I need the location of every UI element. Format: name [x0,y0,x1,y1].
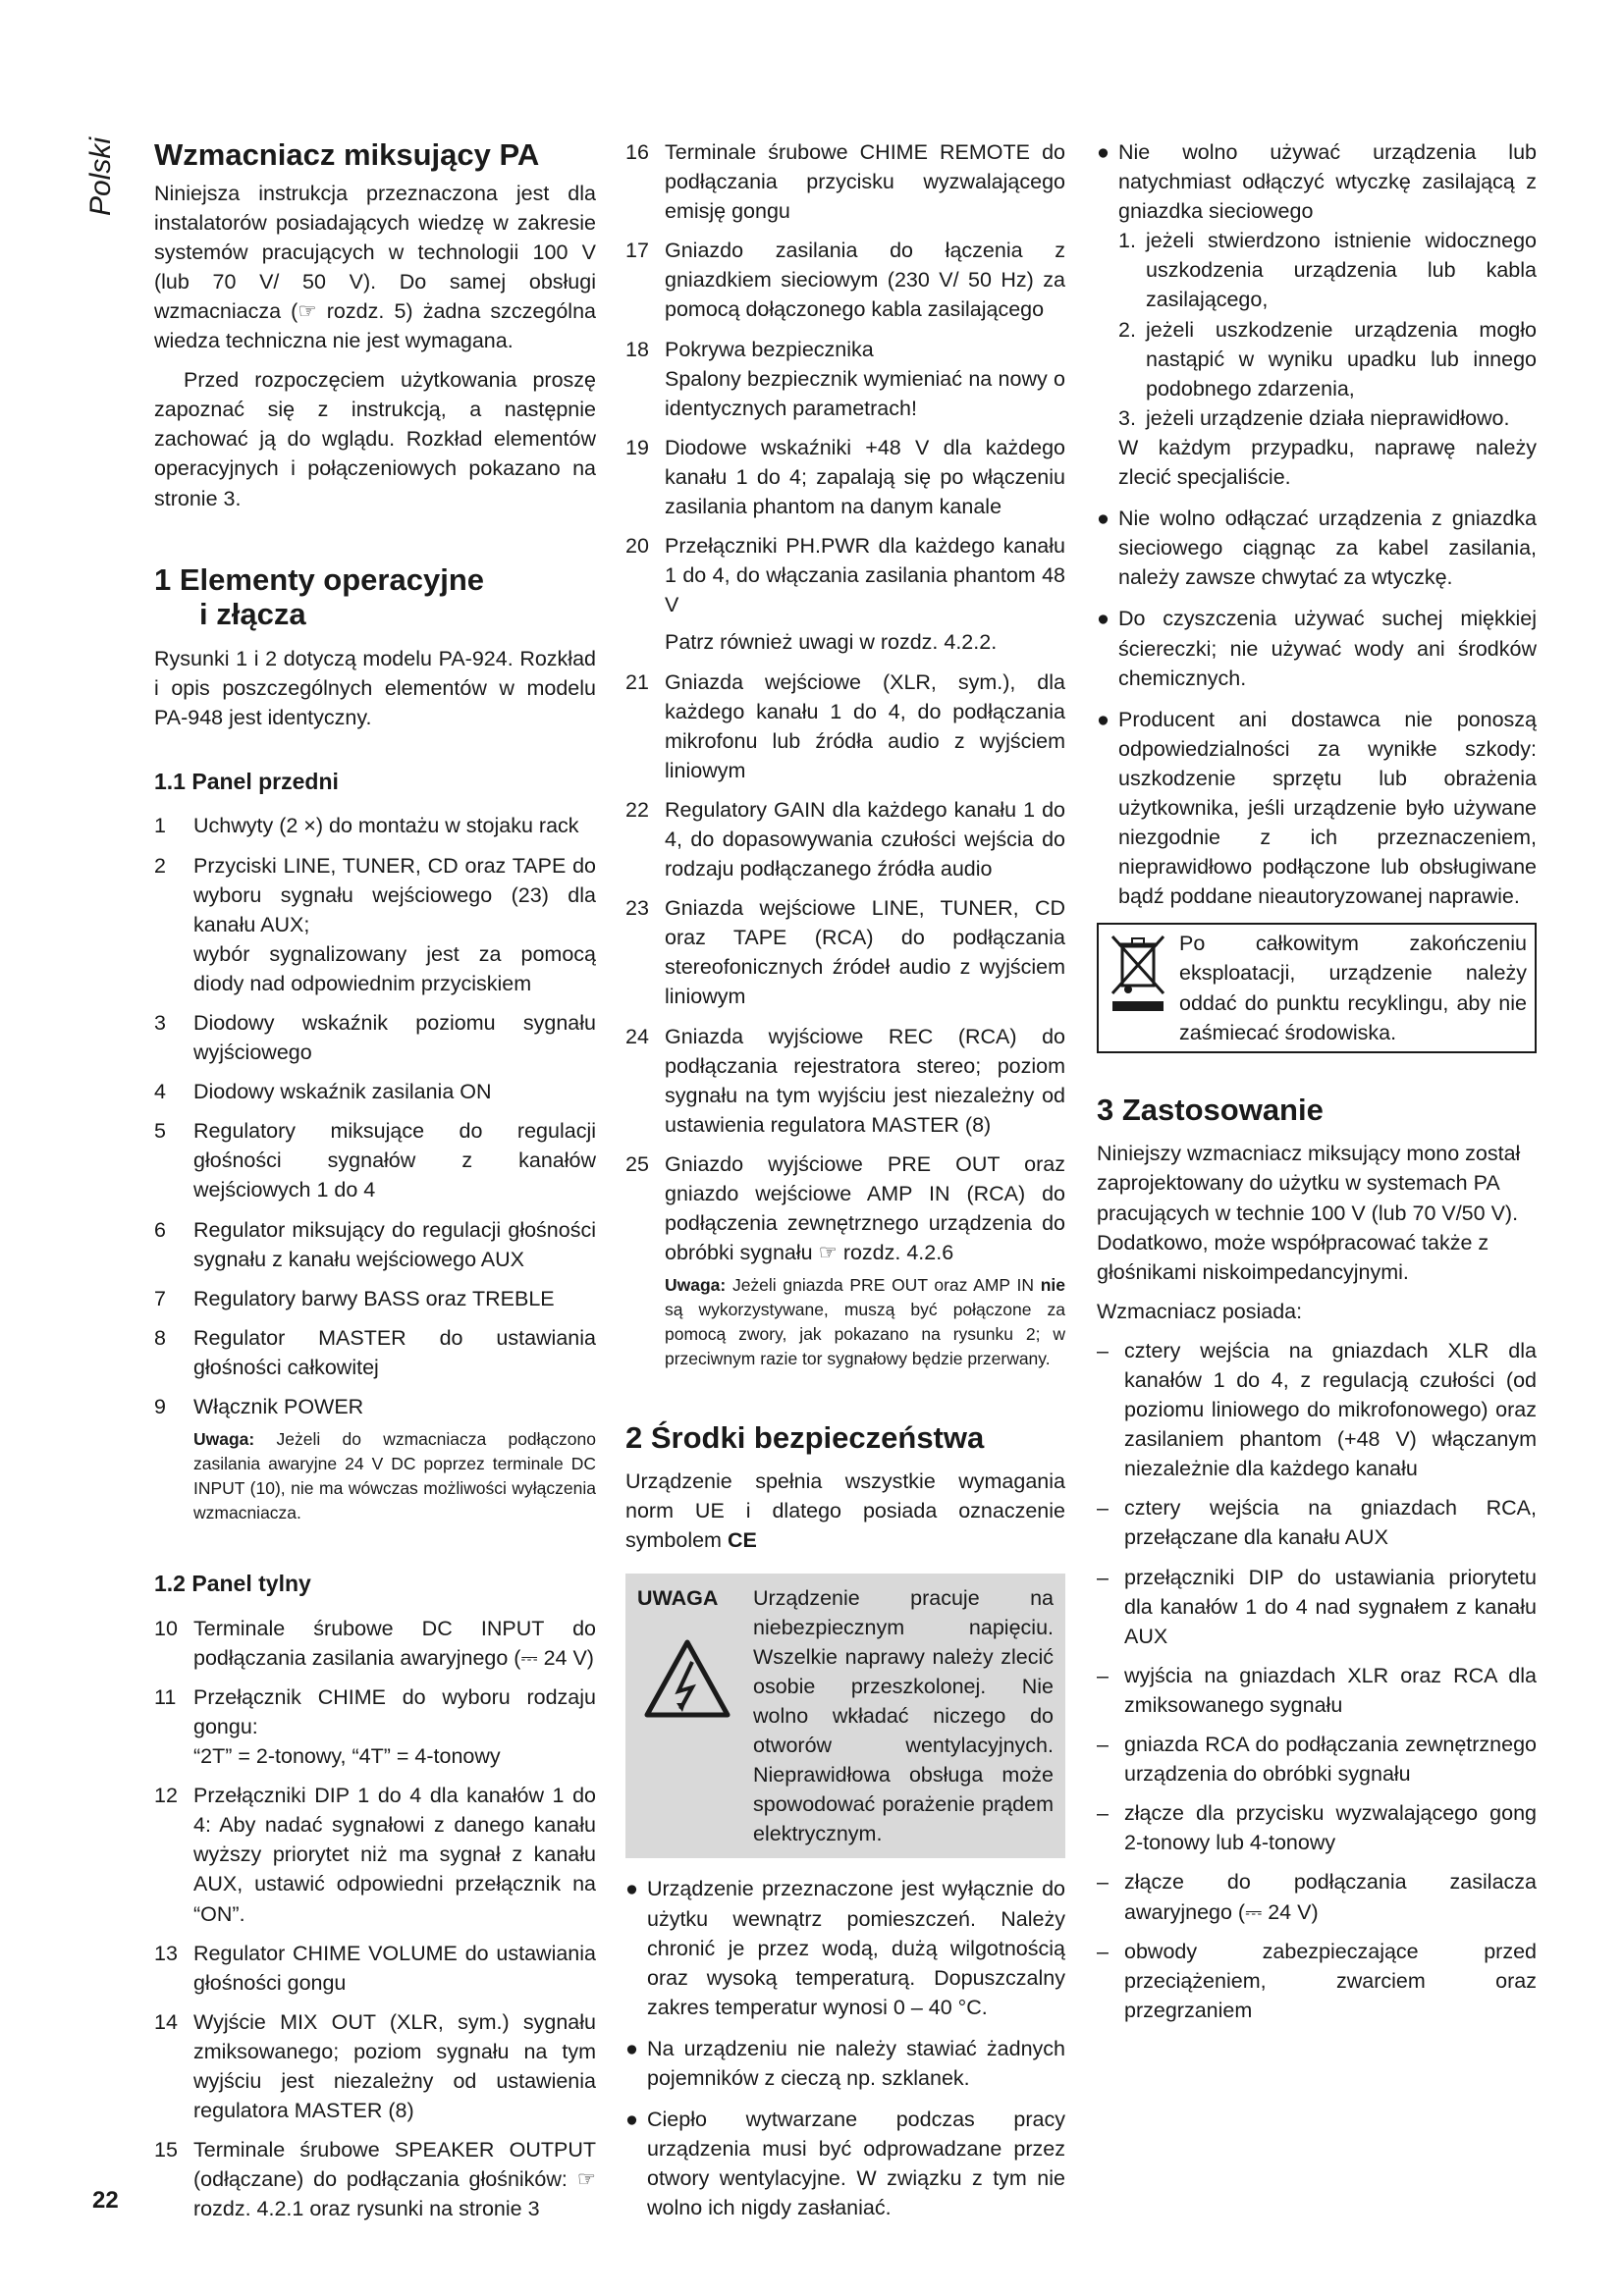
list-item: 23 Gniazda wejściowe LINE, TUNER, CD oraz TAPE (RCA) do podłączania stereofonicznych źródeł audio z wyjściem liniowym [625,896,1065,1009]
language-tab: Polski [84,137,117,217]
feature-item: – obwody zabezpieczające przed przeciążeniem, zwarciem oraz przegrzaniem [1097,1939,1537,2022]
list-item: 12 Przełączniki DIP 1 do 4 dla kanałów 1 do 4: Aby nadać sygnałowi z danego kanału wyższy priorytet niż ma sygnał z kanału AUX, ustawić odpowiedni przełącznik na “ON”. [154,1784,596,1926]
sub-item: 1. jeżeli stwierdzono istnienie widocznego uszkodzenia urządzenia lub kabla zasilającego, [1118,229,1537,312]
list-item: 6 Regulator miksujący do regulacji głośności sygnału z kanału wejściowego AUX [154,1217,596,1271]
section-3-intro: Wzmacniacz posiada: [1097,1299,1303,1323]
section-1-heading: 1 Elementy operacyjne i złącza [154,561,484,632]
feature-item: – cztery wejścia na gniazdach XLR dla kanałów 1 do 4, z regulacją czułości (od poziomu liniowego do mikrofonowego) oraz zasilaniem phantom (+48 V) włączanym niezależnie dla każdego kanału [1097,1338,1537,1481]
feature-item: – złącze do podłączania zasilacza awaryjnego (⎓ 24 V) [1097,1870,1537,1924]
ce-mark: CE [727,1528,757,1553]
sub-item: 3. jeżeli urządzenie działa nieprawidłowo. [1118,405,1510,430]
page-number: 22 [92,2187,119,2214]
feature-item: – gniazda RCA do podłączania zewnętrznego urządzenia do obróbki sygnału [1097,1733,1537,1787]
column-3 [1097,137,1537,2035]
intro-paragraph-2: Przed rozpoczęciem użytkowania proszę zapoznać się z instrukcją, a następnie zachować ją do wglądu. Rozkład elementów operacyjnych i połączeniowych pokazano na stronie 3. [154,368,596,510]
list-item: 4 Diodowy wskaźnik zasilania ON [154,1080,492,1104]
section-1-2-heading: 1.2 Panel tylny [154,1571,311,1597]
warning-text: Urządzenie pracuje na niebezpiecznym napięciu. Wszelkie naprawy należy zlecić osobie przeszkolonej. Nie wolno wkładać niczego do otworów wentylacyjnych. Nieprawidłowa obsługa może spowodować porażenie prądem elektrycznym. [753,1585,1054,1846]
bullet-item: ● Nie wolno odłączać urządzenia z gniazdka sieciowego ciągnąc za kabel zasilania, należy zawsze chwytać za wtyczkę. [1097,507,1537,590]
bullet-item: ● Producent ani dostawca nie ponoszą odpowiedzialności za wynikłe szkody: uszkodzenie sprzętu lub obrażenia użytkownika, jeśli urządzenie było używane niezgodnie z ich przeznaczeniem, nieprawidłowo podłączone lub obsługiwane bądź poddane nieautoryzowanej naprawie. [1097,707,1537,909]
list-item: 13 Regulator CHIME VOLUME do ustawiania głośności gongu [154,1941,596,1995]
feature-item: – złącze dla przycisku wyzwalającego gong 2-tonowy lub 4-tonowy [1097,1801,1537,1855]
list-item: 2 Przyciski LINE, TUNER, CD oraz TAPE do wyboru sygnału wejściowego (23) dla kanału AUX; wybór sygnalizowany jest za pomocą diody nad odpowiednim przyciskiem [154,853,596,995]
column-2 [625,137,1065,2234]
section-2-text: Urządzenie spełnia wszystkie wymagania norm UE i dlatego posiada oznaczenie symbolem CE [625,1469,1065,1553]
bullet-item: ● Na urządzeniu nie należy stawiać żadnych pojemników z cieczą np. szklanek. [625,2036,1065,2090]
bullet-item: ● Do czyszczenia używać suchej miękkiej ściereczki; nie używać wody ani środków chemicznych. [1097,607,1537,690]
list-item: 10 Terminale śrubowe DC INPUT do podłączania zasilania awaryjnego (⎓ 24 V) [154,1616,596,1670]
section-1-1-heading: 1.1 Panel przedni [154,769,339,795]
warning-label: UWAGA [637,1585,719,1610]
bullet-item: ● Urządzenie przeznaczone jest wyłącznie do użytku wewnątrz pomieszczeń. Należy chronić je przez wodą, dużą wilgotnością oraz wysoką temperaturą. Dopuszczalny zakres temperatur wynosi 0 – 40 °C. [625,1877,1065,2019]
list-item: 1 Uchwyty (2 ×) do montażu w stojaku rack [154,814,579,838]
recycling-notice [1097,923,1537,1052]
list-item: 5 Regulatory miksujące do regulacji głośności sygnałów z kanałów wejściowych 1 do 4 [154,1119,596,1202]
list-item: 24 Gniazda wyjściowe REC (RCA) do podłączania rejestratora stereo; poziom sygnału na tym wyjściu jest niezależny od ustawienia regulatora MASTER (8) [625,1024,1065,1137]
list-item: 17 Gniazdo zasilania do łączenia z gniazdkiem sieciowym (230 V/ 50 Hz) za pomocą dołączonego kabla zasilającego [625,239,1065,322]
bullet-item: ● Nie wolno używać urządzenia lub natychmiast odłączyć wtyczkę zasilającą z gniazdka sieciowego 1. jeżeli stwierdzono istnienie widocznego uszkodzenia urządzenia lub kabla zasilającego, 2. jeżeli uszkodzenie urządzenia mogło nastąpić w wyniku upadku lub innego podobnego zdarzenia, 3. jeżeli urządzenie działa nieprawidłowo. W każdym przypadku, naprawę należy zlecić specjaliście. [1097,140,1537,490]
list-item: 25 Gniazdo wyjściowe PRE OUT oraz gniazdo wejściowe AMP IN (RCA) do podłączenia zewnętrznego urządzenia do obróbki sygnału ☞ rozdz. 4.2.6 Uwaga: Jeżeli gniazda PRE OUT oraz AMP IN nie są wykorzystywane, muszą być połączone za pomocą zwory, jak pokazano na rysunku 2; w przeciwnym razie tor sygnałowy będzie przerwany. [625,1149,1065,1381]
list-item: 3 Diodowy wskaźnik poziomu sygnału wyjściowego [154,1010,596,1065]
section-2-heading: 2 Środki bezpieczeństwa [625,1419,985,1455]
recycling-text: Po całkowitym zakończeniu eksploatacji, urządzenie należy oddać do punktu recyklingu, aby nie zaśmiecać środowiska. [1179,932,1527,1044]
list-item: 18 Pokrywa bezpiecznika Spalony bezpiecznik wymieniać na nowy o identycznych parametrach! [625,337,1065,420]
list-item: 16 Terminale śrubowe CHIME REMOTE do podłączania przycisku wyzwalającego emisję gongu [625,140,1065,224]
list-item: 15 Terminale śrubowe SPEAKER OUTPUT (odłączane) do podłączania głośników: ☞ rozdz. 4.2.1 oraz rysunki na stronie 3 [154,2138,596,2221]
note: Uwaga: Jeżeli do wzmacniacza podłączono zasilania awaryjne 24 V DC poprzez terminale DC INPUT (10), nie ma wówczas możliwości wyłączenia wzmacniacza. [193,1429,596,1522]
note: Uwaga: Jeżeli gniazda PRE OUT oraz AMP IN nie są wykorzystywane, muszą być połączone za pomocą zwory, jak pokazano na rysunku 2; w przeciwnym razie tor sygnałowy będzie przerwany. [665,1275,1065,1368]
list-item: 7 Regulatory barwy BASS oraz TREBLE [154,1286,555,1310]
list-item: 8 Regulator MASTER do ustawiania głośności całkowitej [154,1325,596,1379]
warning-box [625,1574,1065,1859]
feature-item: – przełączniki DIP do ustawiania priorytetu dla kanałów 1 do 4 nad sygnałem z kanału AUX [1097,1565,1537,1648]
column-1 [154,137,596,2233]
section-3-heading: 3 Zastosowanie [1097,1092,1324,1127]
page-title: Wzmacniacz miksujący PA [154,137,540,172]
list-item: 9 Włącznik POWER Uwaga: Jeżeli do wzmacniacza podłączono zasilania awaryjne 24 V DC poprzez terminale DC INPUT (10), nie ma wówczas możliwości wyłączenia wzmacniacza. [154,1392,596,1534]
feature-item: – wyjścia na gniazdach XLR oraz RCA dla zmiksowanego sygnału [1097,1663,1537,1717]
list-item: 19 Diodowe wskaźniki +48 V dla każdego kanału 1 do 4; zapalają się po włączeniu zasilania phantom na danym kanale [625,435,1065,519]
crossed-bin-icon [1107,929,1169,1015]
list-item: 20 Przełączniki PH.PWR dla każdego kanału 1 do 4, do włączania zasilania phantom 48 V Patrz również uwagi w rozdz. 4.2.2. [625,534,1065,655]
list-item: 14 Wyjście MIX OUT (XLR, sym.) sygnału zmiksowanego; poziom sygnału na tym wyjściu jest niezależny od ustawienia regulatora MASTER (8) [154,2009,596,2123]
sub-item: 2. jeżeli uszkodzenie urządzenia mogło nastąpić w wyniku upadku lub innego podobnego zdarzenia, [1118,317,1537,400]
list-item: 21 Gniazda wejściowe (XLR, sym.), dla każdego kanału 1 do 4, do podłączania mikrofonu lub źródła audio z wyjściem liniowym [625,669,1065,782]
intro-paragraph: Niniejsza instrukcja przeznaczona jest dla instalatorów posiadających wiedzę w zakresie systemów pracujących w technologii 100 V (lub 70 V/ 50 V). Do samej obsługi wzmacniacza (☞ rozdz. 5) żadna szczególna wiedza techniczna nie jest wymagana. [154,181,596,353]
bullet-item: ● Ciepło wytwarzane podczas pracy urządzenia musi być odprowadzane przez otwory wentylacyjne. W związku z tym nie wolno ich nigdy zasłaniać. [625,2108,1065,2220]
feature-item: – cztery wejścia na gniazdach RCA, przełączane dla kanału AUX [1097,1496,1537,1550]
section-3-text: Niniejszy wzmacniacz miksujący mono został zaprojektowany do użytku w systemach PA pracujących w technie 100 V (lub 70 V/50 V). Dodatkowo, może współpracować także z głośnikami niskoimpedancyjnymi. [1097,1142,1521,1284]
list-item: 22 Regulatory GAIN dla każdego kanału 1 do 4, do dopasowywania czułości wejścia do rodzaju podłączanego źródła audio [625,797,1065,881]
section-1-text: Rysunki 1 i 2 dotyczą modelu PA-924. Rozkład i opis poszczególnych elementów w modelu PA-948 jest identyczny. [154,646,596,730]
high-voltage-warning-icon [643,1638,731,1719]
list-item: 11 Przełącznik CHIME do wyboru rodzaju gongu: “2T” = 2-tonowy, “4T” = 4-tonowy [154,1684,596,1769]
